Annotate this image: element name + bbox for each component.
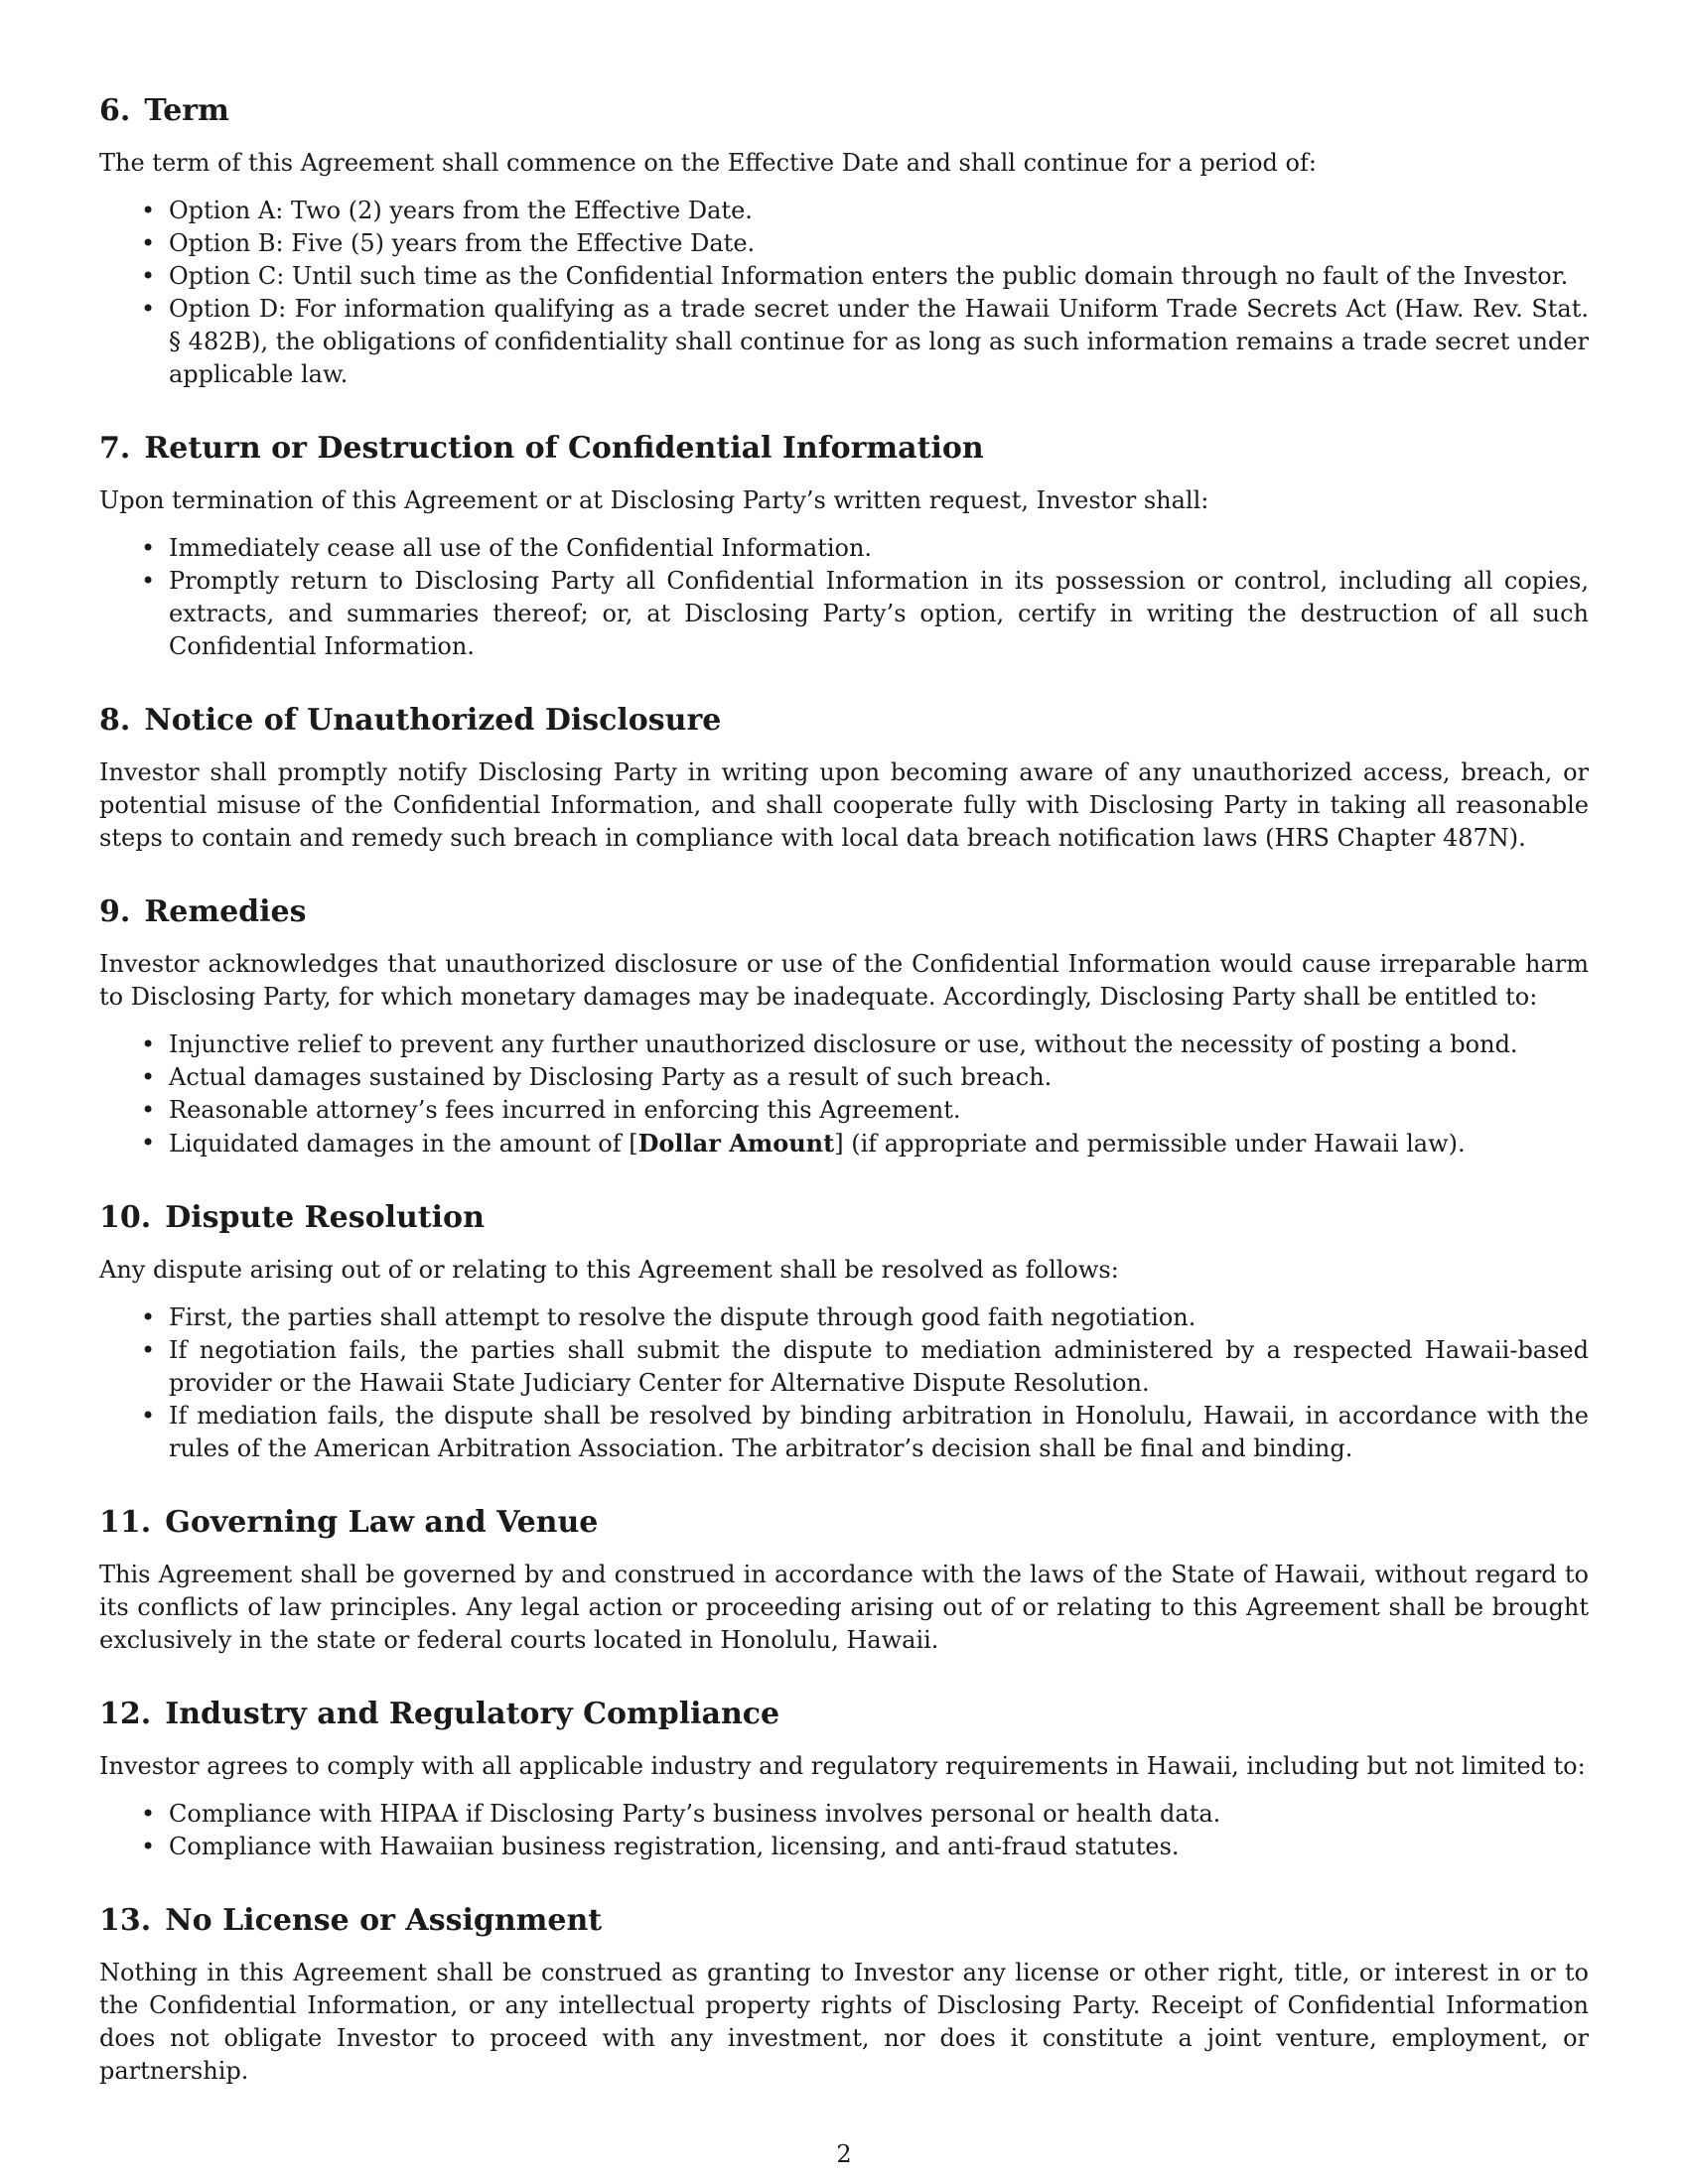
section-number: 6. xyxy=(99,93,131,128)
dollar-amount-placeholder: Dollar Amount xyxy=(637,1129,835,1158)
section-title: Remedies xyxy=(144,894,307,929)
section-heading xyxy=(99,1901,1589,1941)
section-number: 7. xyxy=(99,431,131,466)
section-heading xyxy=(99,429,1589,469)
section-no-license xyxy=(99,1901,1589,2088)
bullet-list xyxy=(99,532,1589,663)
section-body: This Agreement shall be governed by and construed in accordance with the laws of the State of Hawaii, without regard to its conflicts of law principles. Any legal action or proceeding arising out of or relating to this Agreement shall be brought exclusively in the state or federal courts located in Honolulu, Hawaii. xyxy=(99,1561,1589,1654)
section-number: 8. xyxy=(99,703,131,738)
section-intro: Investor acknowledges that unauthorized disclosure or use of the Confidential Information would cause irreparable harm to Disclosing Party, for which monetary damages may be inadequate. Accordingly, Disclosing Party shall be entitled to: xyxy=(99,950,1589,1011)
list-item: • If mediation fails, the dispute shall be resolved by binding arbitration in Honolulu, Hawaii, in accordance with the rules of the American Arbitration Association. The arbitrator’s decision shall be final and binding. xyxy=(99,1400,1589,1465)
section-heading xyxy=(99,1503,1589,1543)
bullet-list xyxy=(99,195,1589,391)
section-heading xyxy=(99,701,1589,741)
list-item: • Option B: Five (5) years from the Effective Date. xyxy=(99,227,1589,260)
section-intro: The term of this Agreement shall commence on the Effective Date and shall continue for a period of: xyxy=(99,149,1317,177)
section-intro: Upon termination of this Agreement or at Disclosing Party’s written request, Investor shall: xyxy=(99,486,1209,514)
section-title: No License or Assignment xyxy=(165,1903,603,1938)
list-item: • Compliance with HIPAA if Disclosing Party’s business involves personal or health data. xyxy=(99,1798,1589,1831)
list-item: • If negotiation fails, the parties shall submit the dispute to mediation administered by a respected Hawaii-based provider or the Hawaii State Judiciary Center for Alternative Dispute Resolution. xyxy=(99,1334,1589,1400)
section-number: 10. xyxy=(99,1200,152,1235)
section-regulatory-compliance xyxy=(99,1695,1589,1863)
section-body: Investor shall promptly notify Disclosing Party in writing upon becoming aware of any unauthorized access, breach, or potential misuse of the Confidential Information, and shall cooperate fully with Disclosing Party in taking all reasonable steps to contain and remedy such breach in compliance with local data breach notification laws (HRS Chapter 487N). xyxy=(99,758,1589,852)
bullet-list xyxy=(99,1798,1589,1863)
section-governing-law xyxy=(99,1503,1589,1657)
section-notice-unauthorized-disclosure xyxy=(99,701,1589,855)
section-return-destruction xyxy=(99,429,1589,663)
bullet-list xyxy=(99,1301,1589,1465)
liquidated-text-after: ] (if appropriate and permissible under Hawaii law). xyxy=(834,1130,1466,1158)
list-item: • Injunctive relief to prevent any further unauthorized disclosure or use, without the necessity of posting a bond. xyxy=(99,1028,1589,1061)
page-number: 2 xyxy=(836,2140,852,2168)
section-title: Governing Law and Venue xyxy=(165,1505,599,1540)
section-term xyxy=(99,91,1589,391)
list-item: • Option A: Two (2) years from the Effective Date. xyxy=(99,195,1589,227)
section-body: Nothing in this Agreement shall be construed as granting to Investor any license or other right, title, or interest in or to the Confidential Information, or any intellectual property rights of Disclosing Party. Receipt of Confidential Information does not obligate Investor to proceed with any investment, nor does it constitute a joint venture, employment, or partnership. xyxy=(99,1959,1589,2085)
section-title: Industry and Regulatory Compliance xyxy=(165,1697,780,1731)
section-heading xyxy=(99,91,1589,131)
list-item: • First, the parties shall attempt to resolve the dispute through good faith negotiation. xyxy=(99,1301,1589,1334)
list-item: • Immediately cease all use of the Confidential Information. xyxy=(99,532,1589,565)
section-title: Notice of Unauthorized Disclosure xyxy=(144,703,722,738)
list-item: • Reasonable attorney’s fees incurred in enforcing this Agreement. xyxy=(99,1094,1589,1127)
list-item-liquidated-damages xyxy=(99,1127,1589,1160)
section-heading xyxy=(99,1198,1589,1238)
section-heading xyxy=(99,1695,1589,1734)
section-intro: Investor agrees to comply with all applicable industry and regulatory requirements in Hawaii, including but not limited to: xyxy=(99,1752,1586,1780)
section-intro: Any dispute arising out of or relating to this Agreement shall be resolved as follows: xyxy=(99,1256,1119,1284)
section-number: 12. xyxy=(99,1697,152,1731)
section-number: 9. xyxy=(99,894,131,929)
liquidated-text-before: Liquidated damages in the amount of [ xyxy=(169,1130,638,1158)
section-number: 11. xyxy=(99,1505,152,1540)
section-remedies xyxy=(99,892,1589,1160)
section-title: Term xyxy=(144,93,229,128)
list-item: • Option D: For information qualifying as a trade secret under the Hawaii Uniform Trade Secrets Act (Haw. Rev. Stat. § 482B), the obligations of confidentiality shall continue for as long as such information remains a trade secret under applicable law. xyxy=(99,293,1589,391)
list-item: • Compliance with Hawaiian business registration, licensing, and anti-fraud statutes. xyxy=(99,1831,1589,1863)
list-item: • Option C: Until such time as the Confidential Information enters the public domain through no fault of the Investor. xyxy=(99,260,1589,293)
list-item: • Promptly return to Disclosing Party all Confidential Information in its possession or control, including all copies, extracts, and summaries thereof; or, at Disclosing Party’s option, certify in writing the destruction of all such Confidential Information. xyxy=(99,565,1589,663)
section-title: Return or Destruction of Confidential Information xyxy=(144,431,984,466)
list-item: • Actual damages sustained by Disclosing Party as a result of such breach. xyxy=(99,1061,1589,1094)
bullet-list xyxy=(99,1028,1589,1160)
section-number: 13. xyxy=(99,1903,152,1938)
section-dispute-resolution xyxy=(99,1198,1589,1465)
section-heading xyxy=(99,892,1589,932)
section-title: Dispute Resolution xyxy=(165,1200,485,1235)
